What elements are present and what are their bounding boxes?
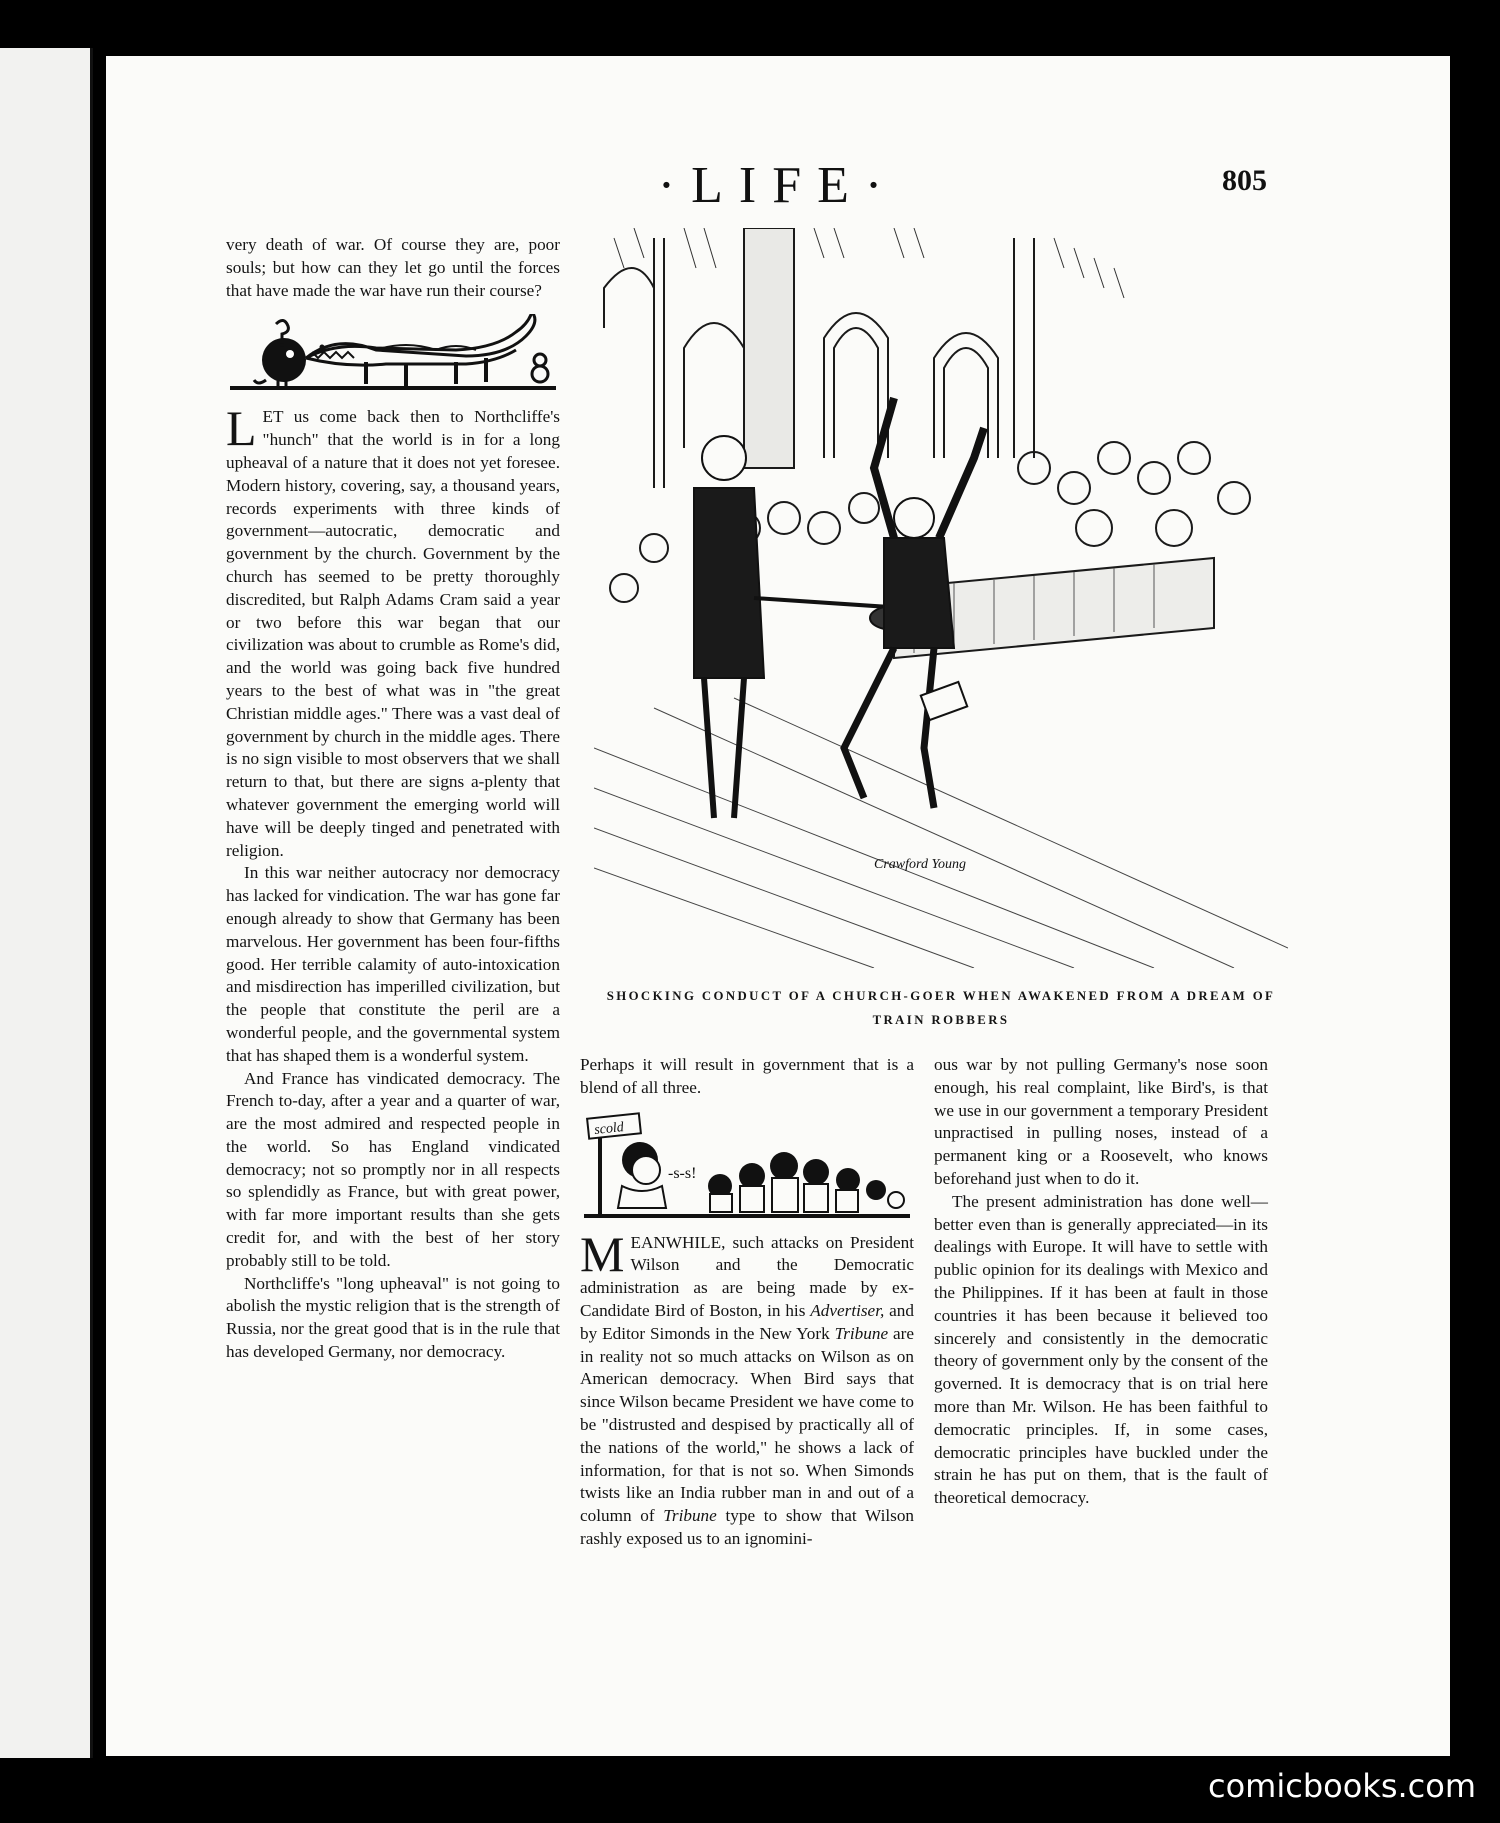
illustration-signature: Crawford Young [874, 857, 966, 872]
paragraph-text-c: are in reality not so much attacks on Wilson as on American democracy. When Bird says that since Wilson became President we have come to be "distrusted and despised by practically all of the nations of the world," he shows a lack of information, for that is not so. When Simonds twists like an India rubber man in and out of a column of [580, 1323, 915, 1526]
illustration-caption: SHOCKING CONDUCT OF A CHURCH-GOER WHEN AWAKENED FROM A DREAM OF TRAIN ROBBERS [606, 989, 1276, 1027]
alligator-dingbat-icon [226, 314, 560, 396]
column-2 [580, 1054, 914, 1551]
paragraph-text-b: and by Editor Simonds in the New York [580, 1300, 914, 1343]
column-3 [934, 1054, 1268, 1510]
church-illustration [594, 228, 1288, 968]
drop-cap: M [580, 1225, 625, 1282]
masthead: ·LIFE· [657, 157, 899, 214]
newspaper-name: Tribune [663, 1506, 717, 1526]
column-1 [226, 234, 560, 1364]
paragraph [580, 1225, 915, 1551]
paragraph: Northcliffe's "long upheaval" is not going to abolish the mystic religion that is the strength of Russia, nor the great good that is in the rule that has developed Germany, nor democracy. [226, 1273, 560, 1362]
paragraph [226, 400, 560, 862]
paragraph: very death of war. Of course they are, poor souls; but how can they let go until the forces that have made the war have run their course? [226, 235, 560, 300]
newspaper-name: Advertiser, [810, 1300, 885, 1320]
paragraph-text-d: type to show that Wilson rashly exposed us to an ignomini- [580, 1506, 915, 1548]
magazine-page [106, 56, 1450, 1756]
watermark: comicbooks.com [1207, 1767, 1476, 1805]
paragraph: The present administration has done well—better even than is generally appreciated—in its dealings with Europe. It will have to settle with public opinion for its dealings with Mexico and the Philippines. If it has been at fault in those countries it has been because it believed too sincerely and consistently in the democratic theory of government only by the consent of the governed. It is democracy that is on trial here more than Mr. Wilson. He has been faithful to democratic principles. If, in some cases, democratic principles have buckled under the strain he has put on them, that is the fault of theoretical democracy. [934, 1191, 1268, 1508]
paragraph: ous war by not pulling Germany's nose soon enough, his real complaint, like Bird's, is that we use in our government a temporary President unpractised in pulling noses, instead of a permanent king or a Roosevelt, who knows beforehand just when to do it. [934, 1055, 1268, 1188]
page-number: 805 [1222, 164, 1267, 197]
paragraph: In this war neither autocracy nor democracy has lacked for vindication. The war has gone far enough already to show that Germany has been marvelous. Her government has been four-fifths good. Her terrible calamity of auto-intoxication and misdirection has imperilled civilization, but the people that constitute the peril are a wonderful people, and the governmental system that has shaped them is a wonderful system. [226, 863, 560, 1065]
paragraph: And France has vindicated democracy. The French to-day, after a year and a quarter of war, are the most admired and respected people in the world. So has England vindicated democracy; not so promptly nor in all respects so splendidly as France, but with great power, with far more important results than she gets credit for, and with the best of her story probably still to be told. [226, 1068, 560, 1270]
drop-cap: L [226, 400, 257, 457]
newspaper-name: Tribune [834, 1323, 889, 1343]
previous-page-edge [0, 48, 93, 1758]
paragraph-text: ET us come back then to Northcliffe's "hunch" that the world is in for a long upheaval of a nature that it does not yet foresee. Modern history, covering, say, a thousand years, records experiments with three kinds of government—autocratic, democratic and government by the church. Government by the church has seemed to be pretty thoroughly discredited, but Ralph Adams Cram said a year or two before this war began that our civilization was about to crumble as Rome's did, and the world was going back five hundred years to the best of what was in "the great Christian middle ages." There was a vast deal of government by church in the middle ages. There is no sign visible to most observers that we shall return to that, but there are signs a-plenty that whatever government the emerging world will have will be deeply tinged and penetrated with religion. [226, 407, 560, 860]
scold-sign-text: scold [593, 1119, 625, 1138]
scold-dingbat-icon [580, 1112, 914, 1222]
paragraph: Perhaps it will result in government that is a blend of all three. [580, 1055, 914, 1097]
paragraph-text-a: EANWHILE, such attacks on President Wilson and the Democratic administration as are being made by ex-Candidate Bird of Boston, in his [580, 1232, 914, 1320]
svg-text:-s-s!: -s-s! [668, 1164, 697, 1182]
